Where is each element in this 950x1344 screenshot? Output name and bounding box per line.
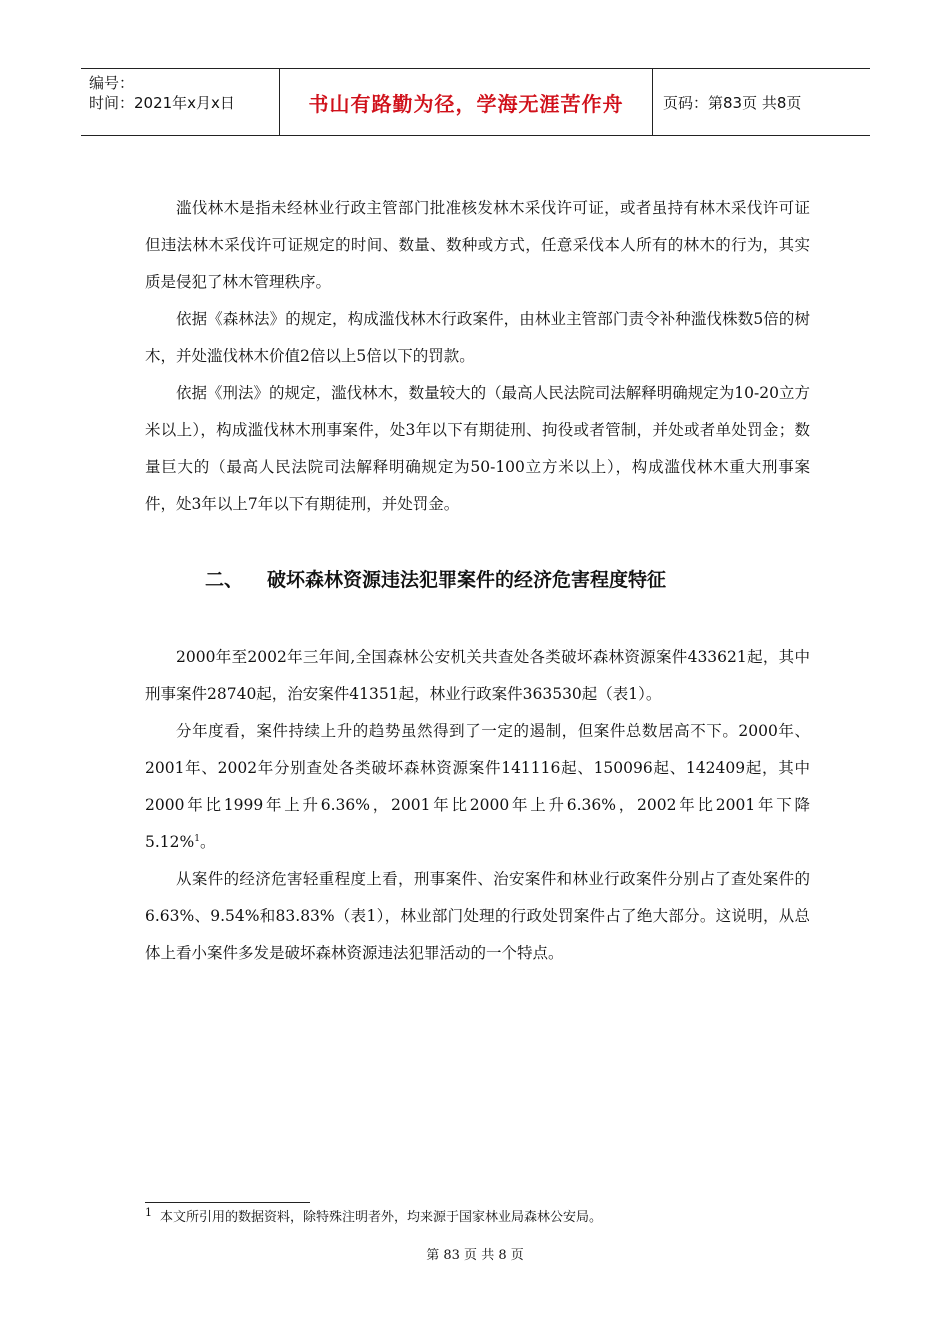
serial-label: 编号： xyxy=(89,74,135,92)
footnote-text: 本文所引用的数据资料，除特殊注明者外，均来源于国家林业局森林公安局。 xyxy=(160,1210,603,1225)
footnote-reference[interactable]: 1 xyxy=(194,833,200,844)
header-motto: 书山有路勤为径，学海无涯苦作舟 xyxy=(280,69,653,135)
footnote-divider xyxy=(145,1202,310,1203)
paragraph-end: 。 xyxy=(199,833,216,851)
footnote-mark: 1 xyxy=(145,1205,152,1219)
paragraph xyxy=(145,713,810,861)
paragraph: 依据《刑法》的规定，滥伐林木，数量较大的（最高人民法院司法解释明确规定为10-20立方米以上），构成滥伐林木刑事案件，处3年以下有期徒刑、拘役或者管制，并处或者单处罚金；数量巨大的（最高人民法院司法解释明确规定为50-100立方米以上），构成滥伐林木重大刑事案件，处3年以上7年以下有期徒刑，并处罚金。 xyxy=(145,384,810,513)
paragraph: 依据《森林法》的规定，构成滥伐林木行政案件，由林业主管部门责令补种滥伐株数5倍的树木，并处滥伐林木价值2倍以上5倍以下的罚款。 xyxy=(145,310,810,365)
header-meta xyxy=(81,69,280,135)
section-title: 破坏森林资源违法犯罪案件的经济危害程度特征 xyxy=(267,569,667,591)
page-header xyxy=(81,68,870,136)
footnote xyxy=(145,1205,603,1228)
paragraph: 从案件的经济危害轻重程度上看，刑事案件、治安案件和林业行政案件分别占了查处案件的6.63%、9.54%和83.83%（表1），林业部门处理的行政处罚案件占了绝大部分。这说明，从总体上看小案件多发是破坏森林资源违法犯罪活动的一个特点。 xyxy=(145,870,810,962)
section-number: 二、 xyxy=(205,569,244,591)
page-number: 第 83 页 共 8 页 xyxy=(426,1248,524,1263)
date-label: 时间：2021年x月x日 xyxy=(89,94,235,112)
document-body xyxy=(145,190,810,972)
header-page-info: 页码：第83页 共8页 xyxy=(663,93,802,112)
paragraph: 2000年至2002年三年间,全国森林公安机关共查处各类破坏森林资源案件433621起，其中刑事案件28740起，治安案件41351起，林业行政案件363530起（表1）。 xyxy=(145,648,810,703)
paragraph: 滥伐林木是指未经林业行政主管部门批准核发林木采伐许可证，或者虽持有林木采伐许可证但违法林木采伐许可证规定的时间、数量、数种或方式，任意采伐本人所有的林木的行为，其实质是侵犯了林木管理秩序。 xyxy=(145,199,810,291)
section-heading xyxy=(145,565,810,595)
paragraph-text: 分年度看，案件持续上升的趋势虽然得到了一定的遏制，但案件总数居高不下。2000年、2001年、2002年分别查处各类破坏森林资源案件141116起、150096起、142409起，其中2000年比1999年上升6.36%，2001年比2000年上升6.36%，2002年比2001年下降5.12% xyxy=(145,722,810,851)
